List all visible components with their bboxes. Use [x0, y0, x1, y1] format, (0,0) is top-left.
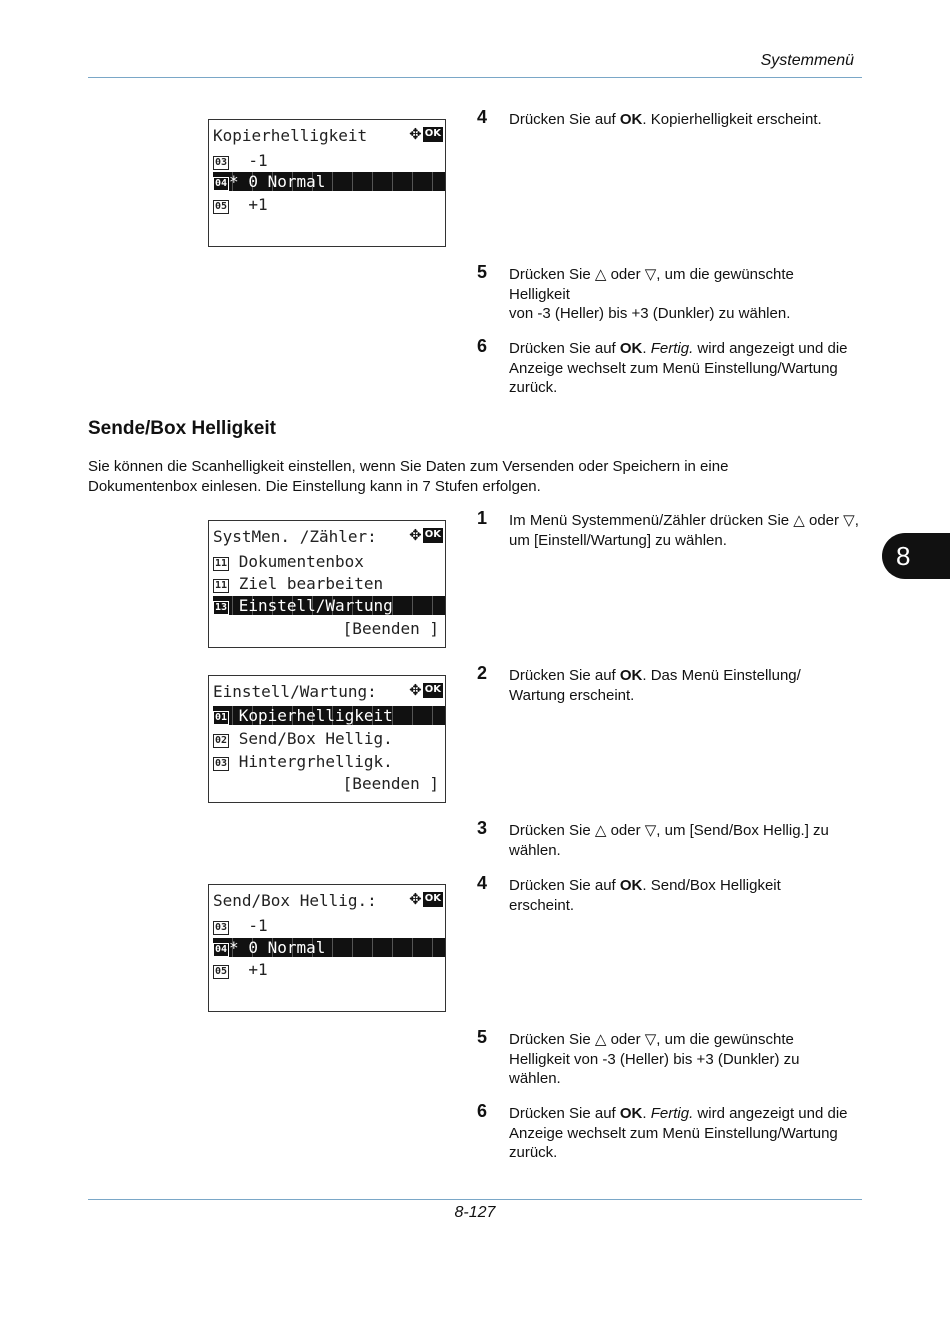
- step-5: 5 Drücken Sie △ oder ▽, um die gewünschte Helligkeit von -3 (Heller) bis +3 (Dunkler) zu wählen.: [477, 262, 794, 322]
- four-way-arrow-icon: ✥: [409, 526, 422, 544]
- step-6: 6 Drücken Sie auf OK. Fertig. wird angezeigt und die Anzeige wechselt zum Menü Einstellung/Wartung zurück.: [477, 336, 848, 396]
- lcd-option-row: 03 -1: [215, 151, 268, 170]
- lcd-option-row: 05 +1: [215, 195, 268, 214]
- step-2: 2 Drücken Sie auf OK. Das Menü Einstellung/ Wartung erscheint.: [477, 663, 801, 704]
- header-rule: [88, 77, 862, 78]
- four-way-arrow-icon: ✥: [409, 125, 422, 143]
- chapter-tab: 8: [882, 533, 950, 579]
- lcd-screen-einstell-wartung: [208, 675, 446, 803]
- lcd-option-row-selected: 04 * 0 Normal: [213, 938, 445, 957]
- ok-key-icon: OK: [423, 892, 443, 907]
- nav-ok-indicator: [409, 683, 443, 698]
- lcd-option-row: 03 Hintergrhelligk.: [215, 752, 393, 771]
- section-heading: Sende/Box Helligkeit: [88, 418, 276, 439]
- step-3: 3 Drücken Sie △ oder ▽, um [Send/Box Hellig.] zu wählen.: [477, 818, 829, 859]
- nav-ok-indicator: [409, 892, 443, 907]
- lcd-option-row: 03 -1: [215, 916, 268, 935]
- lcd-exit-label: [Beenden ]: [342, 774, 439, 793]
- lcd-screen-send-box-hellig: [208, 884, 446, 1012]
- lcd-option-row: 11 Ziel bearbeiten: [215, 574, 384, 593]
- lcd-title: Send/Box Hellig.:: [213, 891, 377, 910]
- lcd-option-row: 05 +1: [215, 960, 268, 979]
- nav-ok-indicator: [409, 127, 443, 142]
- lcd-option-row-selected: 13 Einstell/Wartung: [213, 596, 445, 615]
- section-intro: Sie können die Scanhelligkeit einstellen, wenn Sie Daten zum Versenden oder Speichern in eine Dokumentenbox einlesen. Die Einstellung kann in 7 Stufen erfolgen.: [88, 458, 729, 495]
- ok-key-icon: OK: [423, 683, 443, 698]
- lcd-option-row-selected: 01 Kopierhelligkeit: [213, 706, 445, 725]
- lcd-option-row: 02 Send/Box Hellig.: [215, 729, 393, 748]
- nav-ok-indicator: [409, 528, 443, 543]
- step-5: 5 Drücken Sie △ oder ▽, um die gewünschte Helligkeit von -3 (Heller) bis +3 (Dunkler) zu wählen.: [477, 1027, 800, 1087]
- step-1: 1 Im Menü Systemmenü/Zähler drücken Sie △ oder ▽, um [Einstell/Wartung] zu wählen.: [477, 508, 859, 549]
- running-header: Systemmenü: [760, 52, 854, 69]
- lcd-option-row-selected: 04 * 0 Normal: [213, 172, 445, 191]
- four-way-arrow-icon: ✥: [409, 890, 422, 908]
- lcd-title: Kopierhelligkeit: [213, 126, 368, 145]
- lcd-title: SystMen. /Zähler:: [213, 527, 377, 546]
- lcd-title: Einstell/Wartung:: [213, 682, 377, 701]
- lcd-screen-systmen: [208, 520, 446, 648]
- ok-key-icon: OK: [423, 528, 443, 543]
- lcd-exit-label: [Beenden ]: [342, 619, 439, 638]
- page-number: 8-127: [454, 1204, 496, 1221]
- ok-key-icon: OK: [423, 127, 443, 142]
- four-way-arrow-icon: ✥: [409, 681, 422, 699]
- lcd-option-row: 11 Dokumentenbox: [215, 552, 364, 571]
- step-4: 4 Drücken Sie auf OK. Send/Box Helligkeit erscheint.: [477, 873, 781, 914]
- step-6: 6 Drücken Sie auf OK. Fertig. wird angezeigt und die Anzeige wechselt zum Menü Einstellung/Wartung zurück.: [477, 1101, 848, 1161]
- lcd-screen-kopierhelligkeit: [208, 119, 446, 247]
- step-4: 4 Drücken Sie auf OK. Kopierhelligkeit erscheint.: [477, 107, 822, 128]
- footer-rule: [88, 1199, 862, 1200]
